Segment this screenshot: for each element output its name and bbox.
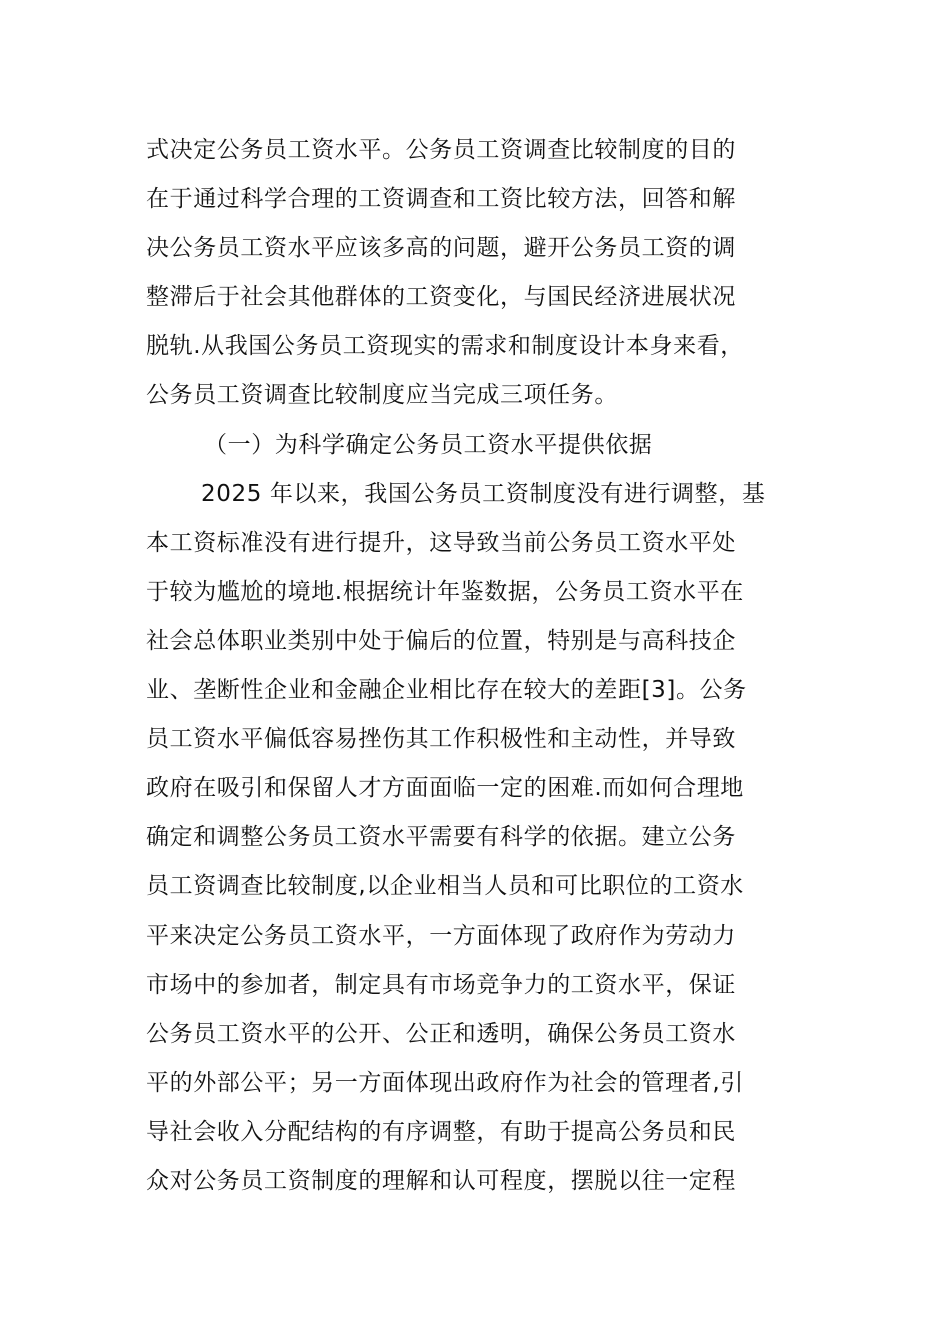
text-line: 脱轨.从我国公务员工资现实的需求和制度设计本身来看， bbox=[146, 333, 744, 360]
text-line: 社会总体职业类别中处于偏后的位置，特别是与高科技企 bbox=[146, 627, 736, 654]
text-line: 员工资水平偏低容易挫伤其工作积极性和主动性，并导致 bbox=[146, 726, 736, 753]
text-line: 本工资标准没有进行提升，这导致当前公务员工资水平处 bbox=[146, 529, 736, 556]
section-heading: （一）为科学确定公务员工资水平提供依据 bbox=[204, 431, 653, 458]
text-line: 导社会收入分配结构的有序调整，有助于提高公务员和民 bbox=[146, 1118, 736, 1145]
text-line: 平的外部公平；另一方面体现出政府作为社会的管理者,引 bbox=[146, 1069, 744, 1096]
text-line: 业、垄断性企业和金融企业相比存在较大的差距[3]。公务 bbox=[146, 677, 747, 704]
text-line: 公务员工资水平的公开、公正和透明，确保公务员工资水 bbox=[146, 1020, 736, 1047]
text-line: 众对公务员工资制度的理解和认可程度，摆脱以往一定程 bbox=[146, 1167, 736, 1194]
text-line: 整滞后于社会其他群体的工资变化，与国民经济进展状况 bbox=[146, 284, 736, 311]
paragraph-first-line: 2025 年以来，我国公务员工资制度没有进行调整，基 bbox=[201, 480, 766, 507]
body-text bbox=[146, 126, 806, 1206]
text-line: 在于通过科学合理的工资调查和工资比较方法，回答和解 bbox=[146, 186, 736, 213]
text-line: 确定和调整公务员工资水平需要有科学的依据。建立公务 bbox=[146, 824, 736, 851]
text-line: 决公务员工资水平应该多高的问题，避开公务员工资的调 bbox=[146, 235, 736, 262]
text-line: 公务员工资调查比较制度应当完成三项任务。 bbox=[146, 382, 618, 409]
text-line: 于较为尴尬的境地.根据统计年鉴数据，公务员工资水平在 bbox=[146, 578, 744, 605]
text-line: 政府在吸引和保留人才方面面临一定的困难.而如何合理地 bbox=[146, 775, 744, 802]
text-line: 员工资调查比较制度,以企业相当人员和可比职位的工资水 bbox=[146, 873, 744, 900]
text-line: 式决定公务员工资水平。公务员工资调查比较制度的目的 bbox=[146, 137, 736, 163]
text-line: 平来决定公务员工资水平，一方面体现了政府作为劳动力 bbox=[146, 922, 736, 949]
text-line: 市场中的参加者，制定具有市场竞争力的工资水平，保证 bbox=[146, 971, 736, 998]
